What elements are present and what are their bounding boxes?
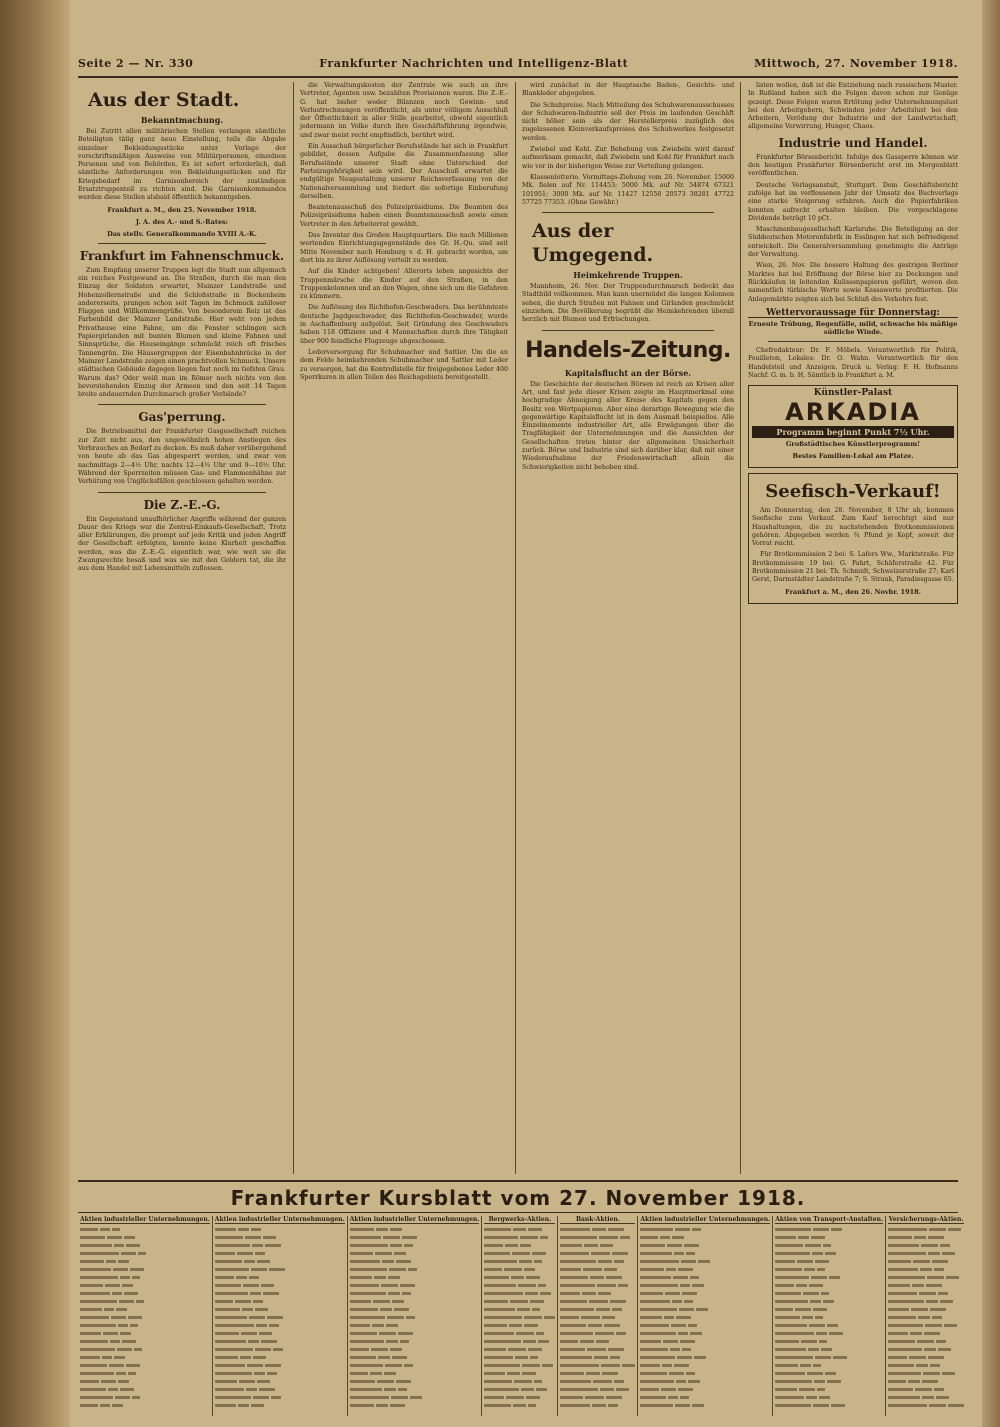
column-3: [522, 82, 734, 1178]
kursblatt-row: [888, 1401, 964, 1409]
section-title-umgegend: Aus der Umgegend.: [532, 220, 654, 267]
ad-seefisch: [748, 473, 958, 604]
kursblatt-row: [350, 1345, 480, 1353]
article-text: Beamtenausschuß des Polizeipräsidiums. Die Beamten des Polizeipräsidiums haben einen Beamtenausschuß sowie einen Vertreter in den Arbeiterrat gewählt.: [300, 204, 508, 228]
article-text: Ein Ausschuß bürgerlicher Berufsstände hat sich in Frankfurt gebildet, dessen Aufgabe die Zusammenfassung aller Berufsstände unserer Stadt ohne Unterschied der Parteizugehörigkeit sein wird. Der Ausschuß erwartet die endgültige Neugestaltung unserer Reichsverfassung von der Nationalversammlung und fordert die sofortige Einberufung derselben.: [300, 143, 508, 200]
kursblatt-row: [215, 1265, 345, 1273]
kursblatt-row: [560, 1401, 635, 1409]
kursblatt-row: [775, 1377, 883, 1385]
kursblatt-row: [484, 1265, 555, 1273]
kursblatt-row: [775, 1257, 883, 1265]
kursblatt-row: [80, 1393, 210, 1401]
kursblatt-row: [775, 1361, 883, 1369]
kursblatt-column: [558, 1216, 638, 1416]
weather-heading: Wettervoraussage für Donnerstag:: [748, 309, 958, 318]
article-text: Ein Gegenstand unaufhörlicher Angriffe während der ganzen Dauer des Kriegs war die Zentral-Einkaufs-Gesellschaft. Trotz aller Erklärungen, die prompt auf jede Kritik und jeden Angriff der Gesellschaft erfolgten, konnte keine Klarheit geschaffen werden, was die Z.-E.-G. eigentlich war, wie weit sie die Zwangsrechte besaß und was sie mit den Geldern tat, die ihr aus dem Handel mit Lebensmitteln zuflossen.: [78, 515, 286, 573]
kursblatt-row: [888, 1265, 964, 1273]
kursblatt-row: [640, 1393, 770, 1401]
kursblatt-row: [350, 1329, 480, 1337]
kursblatt-row: [215, 1249, 345, 1257]
kursblatt-row: [215, 1369, 345, 1377]
kursblatt-row: [484, 1257, 555, 1265]
kursblatt-row: [80, 1257, 210, 1265]
column-rule: [293, 82, 294, 1174]
kursblatt-row: [888, 1241, 964, 1249]
kursblatt-row: [484, 1321, 555, 1329]
kursblatt-row: [888, 1289, 964, 1297]
kursblatt-row: [560, 1289, 635, 1297]
article-text: Die Geschichte der deutschen Börsen ist reich an Krisen aller Art, und fast jede dieser Krisen zeigte im Hauptmerkmal eine hochgradige Abneigung aller Kreise des Kapitals gegen den Besitz von Wertpapieren. Aber eine derartige Bewegung wie die gegenwärtige Kapitalsflucht ist in dem Ausmaß beispiellos. Alle Einzelmomente industrieller Art, alle Erwägungen über die Tragfähigkeit der Unternehmungen und die Aussichten der Gesellschaften treten hinter der allgemeinen Unsicherheit zurück. Börse und Industrie sind sich darüber klar, daß mit einer Wiederaufnahme der Friedenswirtschaft allein die Schwierigkeiten nicht behoben sind.: [522, 380, 734, 471]
kursblatt-row: [350, 1225, 480, 1233]
kursblatt-rule: [78, 1212, 958, 1213]
kursblatt-column: [773, 1216, 886, 1416]
kursblatt-row: [484, 1249, 555, 1257]
kursblatt-column: [886, 1216, 966, 1416]
kursblatt-row: [888, 1281, 964, 1289]
kursblatt-row: [560, 1361, 635, 1369]
kursblatt-row: [350, 1305, 480, 1313]
kursblatt-row: [560, 1369, 635, 1377]
kursblatt-row: [484, 1401, 555, 1409]
kursblatt-row: [775, 1385, 883, 1393]
kursblatt-row: [560, 1225, 635, 1233]
kursblatt-row: [80, 1329, 210, 1337]
kursblatt-row: [350, 1313, 480, 1321]
kursblatt-row: [775, 1345, 883, 1353]
article-text: Die Betriebsmittel der Frankfurter Gasgesellschaft reichen zur Zeit nicht aus, den ungewöhnlich hohen Anstiegen des Verbrauches an Bedarf zu decken. Es muß daher vorübergehend von heute ab das Gas abgesperrt werden, und zwar von nachmittags 2—4½ Uhr, nachts 12—4½ Uhr und 9—10½ Uhr. Während der Sperrzeiten müssen Gas- und Flammenhähne zur Verhütung von Unglücksfällen geschlossen gehalten werden.: [78, 428, 286, 486]
kursblatt-row: [484, 1361, 555, 1369]
kursblatt-row: [350, 1281, 480, 1289]
kursblatt-row: [215, 1297, 345, 1305]
kursblatt-row: [775, 1369, 883, 1377]
kursblatt-row: [640, 1297, 770, 1305]
kursblatt-row: [640, 1233, 770, 1241]
kursblatt-row: [888, 1361, 964, 1369]
kursblatt-row: [560, 1241, 635, 1249]
kursblatt-column-heading: Aktien von Transport-Anstalten.: [775, 1216, 884, 1223]
masthead: Frankfurter Nachrichten und Intelligenz-Blatt: [319, 56, 629, 70]
column-2: [300, 82, 508, 1178]
signature-line: Frankfurt a. M., den 25. November 1918.: [107, 205, 257, 214]
ad-arkadia: [748, 385, 958, 468]
kursblatt-row: [215, 1385, 345, 1393]
heading-bekanntmachung: Bekanntmachung.: [140, 115, 224, 125]
kursblatt-row: [560, 1345, 635, 1353]
heading-kapitalflucht: Kapitalsflucht an der Börse.: [564, 367, 692, 378]
kursblatt-row: [350, 1321, 480, 1329]
divider: [98, 492, 266, 493]
kursblatt-row: [484, 1329, 555, 1337]
kursblatt-row: [484, 1353, 555, 1361]
kursblatt-row: [484, 1393, 555, 1401]
article-text: Zwiebel und Kohl. Zur Behebung von Zwiebeln wird darauf aufmerksam gemacht, daß Zwiebeln und Kohl für Frankfurt nach wie vor in der bisherigen Weise zur Verteilung gelangen.: [522, 146, 734, 170]
page-number: Seite 2 — Nr. 330: [78, 56, 194, 70]
kursblatt-row: [215, 1393, 345, 1401]
divider: [542, 212, 714, 213]
kursblatt-row: [350, 1265, 480, 1273]
kursblatt-row: [775, 1297, 883, 1305]
kursblatt-row: [215, 1329, 345, 1337]
kursblatt-row: [560, 1337, 635, 1345]
kursblatt-row: [775, 1313, 883, 1321]
divider: [768, 341, 938, 342]
kursblatt-row: [484, 1225, 555, 1233]
kursblatt-row: [80, 1225, 210, 1233]
ad-arkadia-label: Künstler-Palast: [813, 388, 893, 399]
signature-line: Das stellv. Generalkommando XVIII A.-K.: [107, 229, 257, 238]
column-1: [78, 82, 286, 1178]
kursblatt-title: Frankfurter Kursblatt vom 27. November 1918.: [230, 1186, 806, 1210]
heading-fahnenschmuck: Frankfurt im Fahnenschmuck.: [79, 248, 285, 263]
heading-gassperrung: Gas'perrung.: [138, 410, 226, 425]
kursblatt-row: [888, 1345, 964, 1353]
kursblatt-row: [350, 1353, 480, 1361]
kursblatt-row: [350, 1257, 480, 1265]
kursblatt-row: [215, 1321, 345, 1329]
page-edge: [982, 0, 1000, 1427]
kursblatt-row: [80, 1377, 210, 1385]
kursblatt-row: [215, 1345, 345, 1353]
issue-date: Mittwoch, 27. November 1918.: [754, 56, 958, 70]
kursblatt-row: [484, 1241, 555, 1249]
kursblatt-row: [640, 1353, 770, 1361]
kursblatt-row: [560, 1313, 635, 1321]
kursblatt-row: [775, 1265, 883, 1273]
kursblatt-row: [775, 1321, 883, 1329]
kursblatt-row: [350, 1377, 480, 1385]
article-text: listen wollen, daß ist die Entziehung nach russischem Muster. In Rußland haben sich die Folgen davon schon zur Genüge gezeigt. Diese Folgen waren Ertötung jeder Unternehmungslust bei den Arbeitgebern, Schwinden jeder Arbeitslust bei den Arbeitern, Verödung der Industrie und der Landwirtschaft, allgemeine Verwirrung, Hunger, Chaos.: [748, 82, 958, 131]
kursblatt-row: [888, 1385, 964, 1393]
kursblatt-table: [78, 1216, 964, 1416]
kursblatt-row: [215, 1305, 345, 1313]
column-rule: [515, 82, 516, 1174]
article-text: Bei Zutritt allen militärischen Stellen verlangen sämtliche Beteiligten tätig ganz neue Einstellung, teils die Abgabe einzelner Bekleidungsstücke unter Vorlage der vorschriftsmäßigen Ausweise von Militärpersonen, einzelnen Personen und von Behörden. Es ist sofort erforderlich, daß sämtliche Anforderungen von Bekleidungsstücken und für Kriegsbedarf im Garnisonbereich der zuständigen Ersatztruppenteil zu richten sind. Die Garnisonkommandos werden diese Stellen alsbald öffentlich bekanntgeben.: [78, 128, 286, 202]
kursblatt-row: [350, 1401, 480, 1409]
kursblatt-column: [638, 1216, 773, 1416]
running-header: [78, 52, 958, 74]
kursblatt-row: [640, 1361, 770, 1369]
kursblatt-row: [775, 1273, 883, 1281]
kursblatt-row: [484, 1297, 555, 1305]
article-text: Lederversorgung für Schuhmacher und Sattler. Um die an dem Felde heimkehrenden Schuhmacher und Sattler mit Leder zu versorgen, hat die Kontrollstelle für freigegebenes Leder 400 Sperrkuren in allen Teilen des Reichsgebiets bereitgestellt.: [300, 348, 508, 381]
kursblatt-row: [80, 1289, 210, 1297]
heading-industrie: Industrie und Handel.: [778, 135, 928, 150]
kursblatt-column-heading: Versicherungs-Aktien.: [888, 1216, 964, 1223]
divider: [98, 243, 266, 244]
kursblatt-row: [640, 1337, 770, 1345]
book-binding: [0, 0, 70, 1427]
kursblatt-row: [80, 1345, 210, 1353]
kursblatt-column-heading: Aktien industrieller Unternehmungen.: [80, 1216, 210, 1223]
kursblatt-row: [560, 1281, 635, 1289]
article-text: Zum Empfang unserer Truppen legt die Stadt nun allgemach ein reiches Festgewand an. Die Straßen, durch die man den Einzug der Soldaten erwartet, Mainzer Landstraße und Hohenzollernstraße und die Schloßstraße in Bockenheim andererseits, prangen schon seit Tagen im Schmuck zahlloser Flaggen und Willkommengrüße. Von besonderem Reiz ist das Farbenbild der Mainzer Landstraße. Hier weht von jedem Privathause eine Fahne, um die Fenster schlingen sich Papiergirlanden mit bunten Blumen und kleine Fahnen und Sinnsprüche, die Hauseingänge schmückt reich oft frisches Tannengrün. Die Häusergruppen der Eisenbahnbrücke in der Mainzer Landstraße zeigen einen prachtvollen Schmuck. Unsere städtischen Gebäude dagegen liegen fast noch im tiefsten Grau. Warum das? Oder weiß man im Römer noch nichts von den bevorstehenden Einzug der Armeen und den seit 14 Tagen breite andauernden Durchmarsch großer Verbände?: [78, 266, 286, 399]
kursblatt-row: [888, 1353, 964, 1361]
article-text: Die Auflösung des Richthofen-Geschwaders. Das berühmteste deutsche Jagdgeschwader, das Richthofen-Geschwader, wurde in Aschaffenburg aufgelöst. Seit Gründung des Geschwaders haben 118 Offiziere und 4 Mannschaften durch ihre Tätigkeit über 900 feindliche Flugzeuge abgeschossen.: [300, 304, 508, 345]
kursblatt-row: [640, 1321, 770, 1329]
kursblatt-row: [350, 1241, 480, 1249]
kursblatt-row: [80, 1241, 210, 1249]
kursblatt-row: [80, 1353, 210, 1361]
kursblatt-row: [640, 1265, 770, 1273]
kursblatt-row: [484, 1233, 555, 1241]
section-title-handels: Handels-Zeitung.: [525, 337, 731, 363]
section-title-stadt: Aus der Stadt.: [88, 89, 240, 111]
kursblatt-row: [484, 1305, 555, 1313]
kursblatt-row: [215, 1273, 345, 1281]
kursblatt-row: [888, 1225, 964, 1233]
kursblatt-row: [80, 1281, 210, 1289]
kursblatt-row: [215, 1377, 345, 1385]
kursblatt-row: [888, 1313, 964, 1321]
kursblatt-row: [484, 1377, 555, 1385]
kursblatt-row: [888, 1393, 964, 1401]
divider: [542, 330, 714, 331]
kursblatt-row: [350, 1233, 480, 1241]
kursblatt-row: [888, 1329, 964, 1337]
kursblatt-row: [484, 1281, 555, 1289]
kursblatt-row: [640, 1377, 770, 1385]
kursblatt-row: [888, 1273, 964, 1281]
kursblatt-row: [888, 1377, 964, 1385]
kursblatt-row: [775, 1337, 883, 1345]
kursblatt-row: [640, 1385, 770, 1393]
kursblatt-row: [80, 1297, 210, 1305]
kursblatt-row: [560, 1329, 635, 1337]
article-text: Das Inventar des Großen Hauptquartiers. Die nach Millionen wertenden Einrichtungsgegenstände des Gr. H.-Qu. sind seit Mitte November nach Homburg v. d. H. gebracht worden, um dort bis zu ihrer Auflösung verteilt zu werden.: [300, 232, 508, 264]
kursblatt-row: [888, 1321, 964, 1329]
article-text: Frankfurter Börsenbericht. Infolge des Gassperre können wir den heutigen Frankfurter Börsenbericht erst im Morgenblatt veröffentlichen.: [748, 153, 958, 178]
kursblatt-column: [348, 1216, 483, 1416]
kursblatt-row: [888, 1305, 964, 1313]
kursblatt-row: [484, 1289, 555, 1297]
kursblatt-row: [560, 1353, 635, 1361]
kursblatt-row: [215, 1233, 345, 1241]
kursblatt-column-heading: Aktien industrieller Unternehmungen.: [214, 1216, 345, 1223]
article-text: Auf die Kinder achtgeben! Allerorts leben angesichts der Truppenmärsche die Kinder auf den Straßen, in den Truppenkolonnen und an den Wagen, ohne sich um die Gefahren zu kümmern.: [300, 268, 508, 301]
kursblatt-row: [215, 1225, 345, 1233]
kursblatt-row: [775, 1241, 883, 1249]
kursblatt-row: [560, 1385, 635, 1393]
kursblatt-row: [888, 1369, 964, 1377]
kursblatt-row: [350, 1297, 480, 1305]
ad-seefisch-title: Seefisch-Verkauf!: [765, 480, 941, 502]
kursblatt-row: [560, 1265, 635, 1273]
article-text: Mannheim, 26. Nov. Der Truppendurchmarsch bedeckt das Stadtbild vollkommen. Man kann unermüdet die langen Kolonnen sehen, die durch Straßen mit Fahnen und Girlanden geschmückt einziehen. Die Bevölkerung begrüßt die Heimkehrenden überall herzlich mit Blumen und Erfrischungen.: [522, 283, 734, 324]
kursblatt-row: [350, 1249, 480, 1257]
kursblatt-row: [215, 1353, 345, 1361]
kursblatt-row: [350, 1337, 480, 1345]
kursblatt-row: [80, 1273, 210, 1281]
kursblatt-row: [775, 1225, 883, 1233]
kursblatt-rule: [78, 1180, 958, 1182]
kursblatt-row: [215, 1281, 345, 1289]
kursblatt-row: [80, 1369, 210, 1377]
kursblatt-row: [350, 1289, 480, 1297]
kursblatt-row: [560, 1257, 635, 1265]
kursblatt-row: [80, 1249, 210, 1257]
divider: [98, 404, 266, 405]
article-text: wird zunächst in der Hauptsache Baden-, Gesichts- und Blankleder abgegeben.: [522, 82, 734, 98]
kursblatt-row: [80, 1337, 210, 1345]
kursblatt-row: [888, 1297, 964, 1305]
kursblatt-row: [560, 1377, 635, 1385]
kursblatt-column: [213, 1216, 348, 1416]
kursblatt-row: [640, 1281, 770, 1289]
kursblatt-row: [80, 1385, 210, 1393]
ad-arkadia-sub2: Bestes Familien-Lokal am Platze.: [792, 451, 914, 460]
newspaper-sheet: [78, 52, 978, 1422]
kursblatt-row: [484, 1273, 555, 1281]
kursblatt-row: [215, 1401, 345, 1409]
kursblatt-row: [215, 1257, 345, 1265]
kursblatt-row: [484, 1345, 555, 1353]
kursblatt-column: [78, 1216, 213, 1416]
kursblatt-row: [775, 1289, 883, 1297]
kursblatt-row: [775, 1305, 883, 1313]
kursblatt-row: [215, 1337, 345, 1345]
kursblatt-row: [775, 1393, 883, 1401]
kursblatt-row: [80, 1321, 210, 1329]
ad-arkadia-name: ARKADIA: [785, 397, 921, 426]
kursblatt-row: [640, 1305, 770, 1313]
heading-truppen: Heimkehrende Truppen.: [573, 270, 683, 281]
kursblatt-row: [888, 1233, 964, 1241]
kursblatt-column-heading: Aktien industrieller Unternehmungen.: [640, 1216, 771, 1223]
kursblatt-row: [640, 1249, 770, 1257]
kursblatt-row: [350, 1393, 480, 1401]
column-rule: [740, 82, 741, 1174]
kursblatt-column-heading: Aktien industrieller Unternehmungen.: [349, 1216, 480, 1223]
kursblatt-row: [484, 1385, 555, 1393]
kursblatt-row: [775, 1281, 883, 1289]
imprint: Chefredakteur: Dr. F. Möbels. Verantwortlich für Politik, Feuilleton, Lokales: Dr. O. Wahn. Verantwortlich für den Handelsteil und Anzeigen. Druck u. Verlag: F. H. Hofmanns Nachf. G. m. b. H. Sämtlich in Frankfurt a. M.: [748, 347, 958, 380]
kursblatt-row: [560, 1249, 635, 1257]
kursblatt-row: [215, 1289, 345, 1297]
kursblatt-row: [560, 1273, 635, 1281]
kursblatt-row: [888, 1257, 964, 1265]
kursblatt-column: [482, 1216, 558, 1416]
kursblatt-row: [640, 1401, 770, 1409]
kursblatt-row: [775, 1329, 883, 1337]
ad-seefisch-text: Am Donnerstag, den 28. November, 8 Uhr ab, kommen Seefische zum Verkauf. Zum Kauf berechtigt sind nur Haushaltungen, die zu nachstehenden Brotkommissionen gehören. Abgegeben werden ¾ Pfund je Kopf, soweit der Vorrat reicht.: [752, 506, 954, 548]
kursblatt-row: [80, 1233, 210, 1241]
kursblatt-row: [80, 1361, 210, 1369]
kursblatt-row: [560, 1233, 635, 1241]
article-text: Deutsche Verlagsanstalt, Stuttgart. Dem Geschäftsbericht zufolge hat im verflossenen Jahr der Umsatz des Buchverlags eine starke Steigerung erfahren. Auch die Papierfabriken konnten aufrecht erhalten bleiben. Die vorgeschlagene Dividende beträgt 10 pCt.: [748, 181, 958, 222]
kursblatt-column-heading: Bergwerks-Aktien.: [484, 1216, 555, 1224]
article-text: Wien, 26. Nov. Die bessere Haltung des gestrigen Berliner Marktes hat bei Eröffnung der Börse hier zu Deckungen und Rückkäufen in leitenden Kulissenpapieren geführt, wovon den namentlich türkische Werte sowie Kassawerte profitierten. Die Anlagemärkte zeigten sich bei Schluß des Verkehrs fest.: [748, 262, 958, 303]
kursblatt-row: [640, 1225, 770, 1233]
kursblatt-row: [888, 1337, 964, 1345]
weather-forecast: Erneute Trübung, Regenfälle, mild, schwache bis mäßige südliche Winde.: [748, 320, 958, 337]
kursblatt-row: [775, 1401, 883, 1409]
kursblatt-row: [775, 1249, 883, 1257]
kursblatt-row: [560, 1321, 635, 1329]
kursblatt-row: [640, 1345, 770, 1353]
ad-arkadia-sub: Großstädtisches Künstlerprogramm!: [785, 439, 921, 448]
kursblatt-row: [350, 1385, 480, 1393]
ad-seefisch-date: Frankfurt a. M., den 26. Novbr. 1918.: [785, 587, 921, 596]
kursblatt-row: [775, 1353, 883, 1361]
kursblatt-row: [350, 1369, 480, 1377]
kursblatt-row: [484, 1369, 555, 1377]
kursblatt-column-heading: Bank-Aktien.: [560, 1216, 635, 1224]
kursblatt-row: [640, 1329, 770, 1337]
kursblatt-row: [560, 1393, 635, 1401]
kursblatt-row: [640, 1313, 770, 1321]
column-4: [748, 82, 958, 1178]
signature-line: J. A. des A.- und S.-Rates:: [135, 217, 229, 226]
kursblatt-row: [560, 1297, 635, 1305]
kursblatt-row: [640, 1273, 770, 1281]
heading-zeg: Die Z.-E.-G.: [143, 497, 221, 512]
kursblatt-row: [484, 1337, 555, 1345]
article-text: Klassenlotterie. Vormittags-Ziehung vom 26. November. 15000 Mk. fielen auf Nr. 114453; 5000 Mk. auf Nr. 54874 67321 101951; 3000 Mk. auf Nr. 11427 12550 20573 38281 47722 57725 77353. (Ohne Gewähr.): [522, 173, 734, 206]
article-text: die Verwaltungskosten der Zentrale wie auch an ihre Vertreter, Agenten usw. bezahlten Provisionen waren. Die Z.-E.-G. hat bisher weder Bilanzen noch Gewinn- und Verlustrechnungen veröffentlicht, als unter völligem Ausschluß der Öffentlichkeit in aller Stille gearbeitet, obwohl eigentlich jedermann im Volke durch ihre Geschäftsführung irgendwie, und zwar meist recht empfindlich, berührt wird.: [300, 82, 508, 139]
kursblatt-row: [775, 1233, 883, 1241]
kursblatt-row: [215, 1241, 345, 1249]
header-rule: [78, 76, 958, 78]
kursblatt-row: [640, 1257, 770, 1265]
kursblatt-row: [80, 1265, 210, 1273]
kursblatt-row: [215, 1361, 345, 1369]
article-text: Die Schuhpreise. Nach Mitteilung des Schuhwarenausschusses der Schuhwaren-Industrie soll der Preis im laufenden Geschäft nicht höher sein als der Herstellerpreis zuzüglich des zugelassenen Kleinverkaufspreises des Schuhwerkes festgesetzt werden.: [522, 101, 734, 142]
kursblatt-row: [80, 1313, 210, 1321]
kursblatt-row: [640, 1369, 770, 1377]
kursblatt-row: [350, 1273, 480, 1281]
kursblatt-row: [215, 1313, 345, 1321]
kursblatt-row: [640, 1241, 770, 1249]
kursblatt-row: [560, 1305, 635, 1313]
kursblatt-row: [350, 1361, 480, 1369]
article-text: Maschinenbaugesellschaft Karlsruhe. Die Beteiligung an der Süddeutschen Motorenfabrik in Esslingen hat sich befriedigend entwickelt. Die Generalversammlung genehmigte die Anträge der Verwaltung.: [748, 226, 958, 259]
kursblatt-row: [640, 1289, 770, 1297]
kursblatt-row: [888, 1249, 964, 1257]
kursblatt-row: [80, 1401, 210, 1409]
ad-arkadia-program: Programm beginnt Punkt 7½ Uhr.: [752, 426, 954, 438]
ad-seefisch-list: Für Brotkommission 2 bei: S. Lafers Ww., Marktstraße. Für Brotkommission 19 bei: G. Fahrt, Schäferstraße 42. Für Brotkommission 21 bei: Th. Schmidt, Schweizerstraße 27; Karl Gerst, Darmstädter Landstraße 7; S. Strank, Paradiesgasse 65.: [752, 551, 954, 584]
kursblatt-row: [484, 1313, 555, 1321]
kursblatt-row: [80, 1305, 210, 1313]
